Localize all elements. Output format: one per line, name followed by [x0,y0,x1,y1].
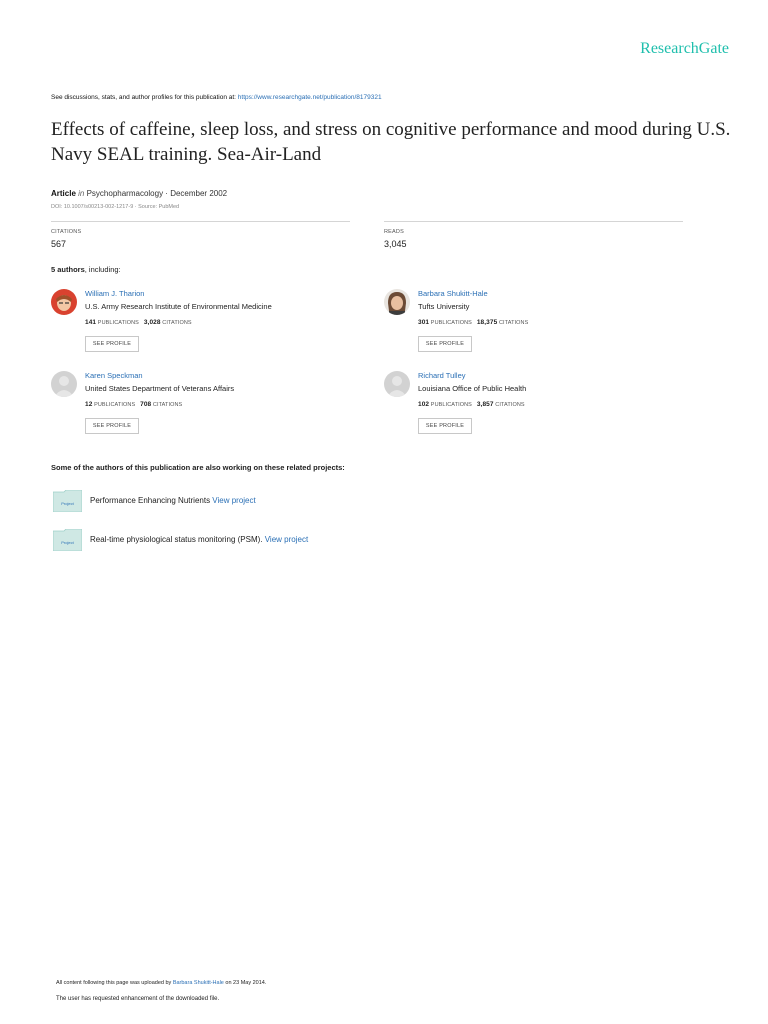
project-text [90,535,308,544]
project-item [53,490,453,514]
citations-divider [51,221,350,222]
citations-label: CITATIONS [162,320,192,326]
see-profile-button[interactable]: SEE PROFILE [85,418,139,434]
project-name: Real-time physiological status monitoring (PSM). [90,535,265,544]
upload-note [56,980,266,986]
project-name: Performance Enhancing Nutrients [90,496,213,505]
publications-count: 12 [85,401,93,408]
author-institution: United States Department of Veterans Affairs [85,384,235,393]
article-type: Article [51,189,76,198]
author-stats [85,319,192,326]
author-name-link[interactable]: William J. Tharion [85,289,145,298]
default-avatar-icon[interactable] [384,371,410,397]
citations-label: CITATIONS [152,402,183,408]
citations-count: 3,857 [476,401,494,408]
discussion-text: See discussions, stats, and author profiles for this publication at: [51,94,238,101]
author-photo[interactable] [51,289,77,315]
author-name-link[interactable]: Barbara Shukitt-Hale [418,289,488,298]
author-name-link[interactable]: Richard Tulley [418,371,466,380]
citations-label: CITATIONS [498,320,529,326]
see-profile-button[interactable]: SEE PROFILE [418,418,472,434]
publication-meta [51,189,227,198]
default-avatar-icon[interactable] [51,371,77,397]
in-label: in [78,189,85,198]
enhancement-note: The user has requested enhancement of the downloaded file. [56,996,220,1002]
project-icon-label: Project [61,540,74,545]
upload-suffix: on 23 May 2014. [223,980,267,986]
see-profile-button[interactable]: SEE PROFILE [418,336,472,352]
publications-label: PUBLICATIONS [94,402,136,408]
author-name-link[interactable]: Karen Speckman [85,371,143,380]
reads-value: 3,045 [384,239,407,249]
uploader-link[interactable]: Barbara Shukitt-Hale [172,980,224,986]
citations-label: CITATIONS [495,402,525,408]
author-card [51,371,351,441]
author-institution: Tufts University [418,302,470,311]
citations-count: 708 [140,401,152,408]
publication-title: Effects of caffeine, sleep loss, and stress on cognitive performance and mood during U.S. Navy SEAL training. Sea-Air-Land [51,119,731,165]
view-project-link[interactable]: View project [212,496,256,505]
publications-count: 141 [85,319,97,326]
author-photo[interactable] [384,289,410,315]
doi-line: DOI: 10.1007/s00213-002-1217-9 · Source: PubMed [51,204,180,210]
project-item [53,529,453,553]
project-folder-icon [53,490,82,512]
reads-divider [384,221,683,222]
citations-count: 3,028 [143,319,161,326]
reads-label: READS [384,229,404,235]
author-institution: Louisiana Office of Public Health [418,384,527,393]
author-card [384,371,684,441]
citations-count: 18,375 [476,319,498,326]
citations-value: 567 [51,239,67,249]
authors-count: 5 authors [51,265,85,274]
see-profile-button[interactable]: SEE PROFILE [85,336,139,352]
author-stats [418,319,528,326]
publications-label: PUBLICATIONS [430,402,472,408]
publication-link[interactable]: https://www.researchgate.net/publication/8179321 [237,94,382,101]
publications-count: 301 [418,319,430,326]
journal-date: Psychopharmacology · December 2002 [84,189,228,198]
author-card [51,289,351,359]
author-stats [418,401,525,408]
citations-label: CITATIONS [51,229,82,235]
project-folder-icon [53,529,82,551]
upload-prefix: All content following this page was uploaded by [56,980,173,986]
authors-heading [51,265,121,274]
project-text [90,496,256,505]
publications-label: PUBLICATIONS [97,320,139,326]
author-card [384,289,684,359]
publications-label: PUBLICATIONS [430,320,472,326]
researchgate-logo[interactable]: ResearchGate [640,40,729,57]
project-icon-label: Project [61,501,74,506]
discussion-line [51,94,382,101]
authors-suffix: , including: [84,265,121,274]
author-stats [85,401,182,408]
related-projects-heading: Some of the authors of this publication are also working on these related projects: [51,463,345,472]
view-project-link[interactable]: View project [264,535,309,544]
publications-count: 102 [418,401,430,408]
author-institution: U.S. Army Research Institute of Environmental Medicine [85,302,272,311]
